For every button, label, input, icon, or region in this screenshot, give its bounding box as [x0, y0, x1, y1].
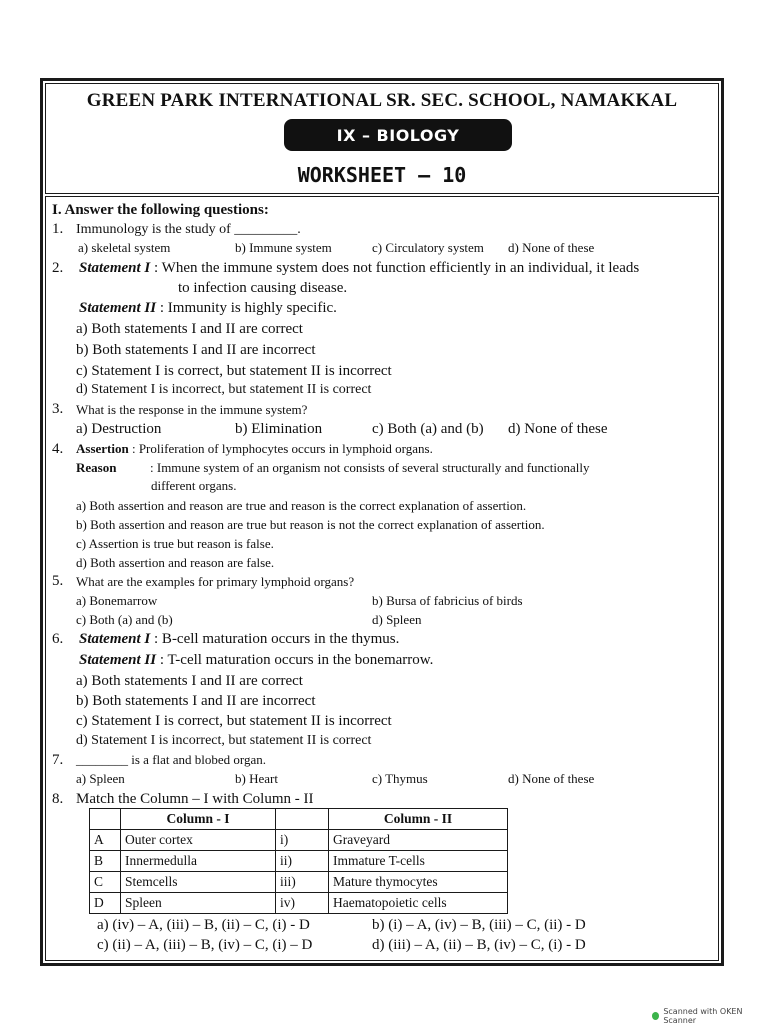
scanner-label: Scanned with OKEN Scanner	[663, 1007, 743, 1025]
q1-option-a: a) skeletal system	[78, 240, 171, 255]
q6-statement-2: Statement II : T-cell maturation occurs in the bonemarrow.	[79, 652, 434, 668]
q8-text: Match the Column – I with Column - II	[76, 791, 314, 807]
q2-statement-1: Statement I : When the immune system does not function efficiently in an individual, it leads	[79, 260, 640, 276]
scanner-logo-icon	[652, 1012, 659, 1020]
q4-option-a: a) Both assertion and reason are true and reason is the correct explanation of assertion.	[76, 498, 527, 513]
q2-number: 2.	[52, 260, 64, 276]
q3-option-c: c) Both (a) and (b)	[372, 421, 484, 437]
q4-reason-cont: different organs.	[151, 478, 237, 493]
q4-assertion: Assertion : Proliferation of lymphocytes occurs in lymphoid organs.	[76, 441, 433, 456]
q8-option-b: b) (i) – A, (iv) – B, (iii) – C, (ii) - D	[372, 917, 586, 933]
q3-number: 3.	[52, 401, 64, 417]
q6-option-c: c) Statement I is correct, but statement II is incorrect	[76, 713, 392, 729]
q7-text: ________ is a flat and blobed organ.	[76, 752, 267, 767]
q4-number: 4.	[52, 441, 64, 457]
q5-option-c: c) Both (a) and (b)	[76, 612, 173, 627]
q6-statement-1: Statement I : B-cell maturation occurs in the thymus.	[79, 631, 400, 647]
q4-option-d: d) Both assertion and reason are false.	[76, 555, 275, 570]
table-row: A Outer cortex i) Graveyard	[90, 830, 508, 851]
q2-option-c: c) Statement I is correct, but statement II is incorrect	[76, 363, 392, 379]
q1-number: 1.	[52, 221, 64, 237]
subject-badge: IX – BIOLOGY	[284, 119, 512, 151]
match-table-header	[90, 809, 508, 830]
q2-statement-1-cont: to infection causing disease.	[178, 280, 348, 296]
q2-option-d: d) Statement I is incorrect, but statement II is correct	[76, 382, 372, 397]
q4-reason-label: Reason	[76, 460, 117, 475]
column-2-header: Column - II	[329, 809, 508, 830]
q7-option-c: c) Thymus	[372, 771, 428, 786]
q4-option-b: b) Both assertion and reason are true but reason is not the correct explanation of assertion.	[76, 517, 545, 532]
q1-option-b: b) Immune system	[235, 240, 332, 255]
q4-option-c: c) Assertion is true but reason is false.	[76, 536, 274, 551]
section-heading: I. Answer the following questions:	[52, 202, 269, 218]
q5-option-a: a) Bonemarrow	[76, 593, 158, 608]
column-1-header: Column - I	[121, 809, 276, 830]
match-table	[89, 808, 508, 914]
q3-option-b: b) Elimination	[235, 421, 323, 437]
q4-reason-text: : Immune system of an organism not consists of several structurally and functionally	[150, 460, 590, 475]
q8-option-d: d) (iii) – A, (ii) – B, (iv) – C, (i) - D	[372, 937, 586, 953]
worksheet-header	[45, 83, 719, 194]
q2-option-a: a) Both statements I and II are correct	[76, 321, 303, 337]
q7-option-d: d) None of these	[508, 771, 595, 786]
scanner-watermark	[652, 1007, 768, 1025]
q5-number: 5.	[52, 573, 64, 589]
q8-option-c: c) (ii) – A, (iii) – B, (iv) – C, (i) – D	[97, 937, 313, 953]
q1-option-c: c) Circulatory system	[372, 240, 484, 255]
q8-option-a: a) (iv) – A, (iii) – B, (ii) – C, (i) - D	[97, 917, 310, 933]
q5-option-d: d) Spleen	[372, 612, 422, 627]
q5-text: What are the examples for primary lymphoid organs?	[76, 574, 355, 589]
q7-option-a: a) Spleen	[76, 771, 125, 786]
q6-option-b: b) Both statements I and II are incorrect	[76, 693, 316, 709]
q3-text: What is the response in the immune system?	[76, 402, 308, 417]
table-row: C Stemcells iii) Mature thymocytes	[90, 872, 508, 893]
school-name: GREEN PARK INTERNATIONAL SR. SEC. SCHOOL, NAMAKKAL	[86, 90, 678, 111]
worksheet-title: WORKSHEET – 10	[297, 163, 467, 187]
table-row: B Innermedulla ii) Immature T-cells	[90, 851, 508, 872]
q7-option-b: b) Heart	[235, 771, 278, 786]
q2-statement-2: Statement II : Immunity is highly specific.	[79, 300, 337, 316]
q3-option-a: a) Destruction	[76, 421, 162, 437]
q2-option-b: b) Both statements I and II are incorrect	[76, 342, 316, 358]
q1-option-d: d) None of these	[508, 240, 595, 255]
q7-number: 7.	[52, 752, 64, 768]
q6-number: 6.	[52, 631, 64, 647]
q3-option-d: d) None of these	[508, 421, 608, 437]
table-row: D Spleen iv) Haematopoietic cells	[90, 893, 508, 914]
q5-option-b: b) Bursa of fabricius of birds	[372, 593, 523, 608]
q1-text: Immunology is the study of _________.	[76, 222, 301, 237]
q6-option-a: a) Both statements I and II are correct	[76, 673, 303, 689]
q8-number: 8.	[52, 791, 64, 807]
q6-option-d: d) Statement I is incorrect, but statement II is correct	[76, 733, 372, 748]
